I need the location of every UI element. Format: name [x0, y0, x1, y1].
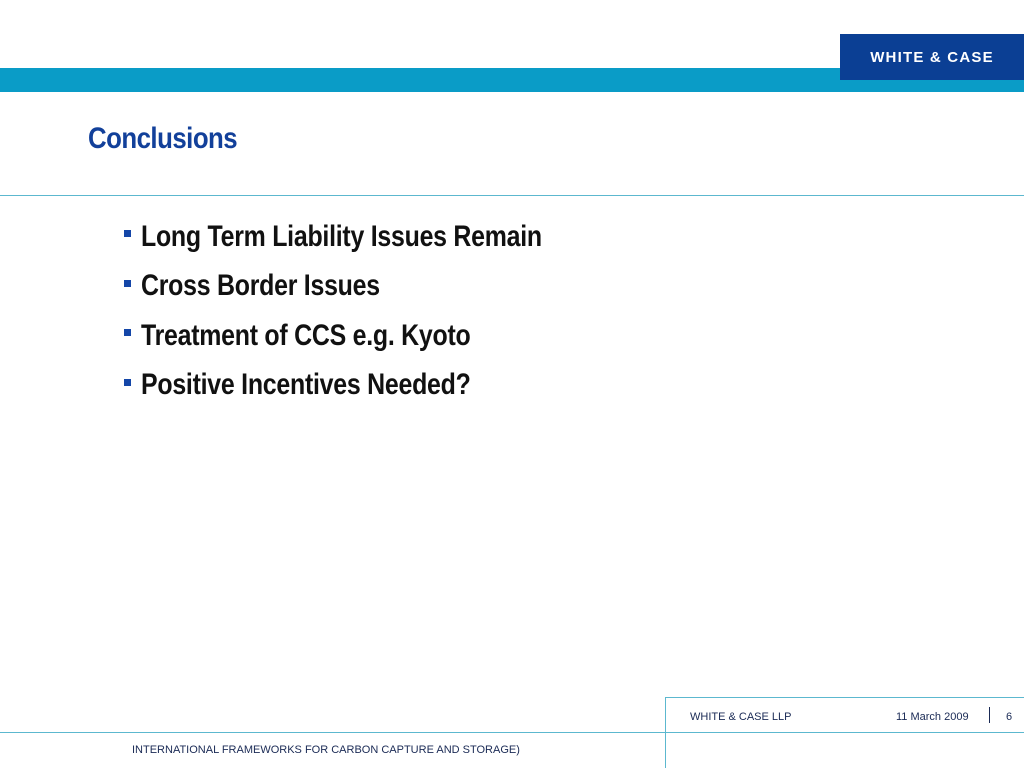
- bullet-text: Treatment of CCS e.g. Kyoto: [141, 318, 471, 352]
- firm-logo-text: WHITE & CASE: [870, 48, 994, 66]
- footer-divider: [0, 732, 666, 733]
- footer-document-title: INTERNATIONAL FRAMEWORKS FOR CARBON CAPTURE AND STORAGE): [132, 744, 520, 756]
- bullet-list: [124, 212, 624, 410]
- title-divider: [0, 195, 1024, 196]
- square-bullet-icon: [124, 329, 131, 336]
- bullet-text: Positive Incentives Needed?: [141, 368, 471, 402]
- bullet-item: [124, 361, 624, 411]
- bullet-item: [124, 262, 624, 312]
- footer-firm-name: WHITE & CASE LLP: [690, 711, 792, 723]
- footer-date: 11 March 2009: [896, 711, 969, 723]
- bullet-text: Cross Border Issues: [141, 269, 380, 303]
- slide-title: Conclusions: [88, 122, 238, 155]
- square-bullet-icon: [124, 379, 131, 386]
- footer-separator: [989, 707, 990, 723]
- square-bullet-icon: [124, 280, 131, 287]
- bullet-item: [124, 311, 624, 361]
- bullet-item: [124, 212, 624, 262]
- firm-logo: [840, 34, 1024, 80]
- page-number: 6: [1006, 711, 1013, 723]
- square-bullet-icon: [124, 230, 131, 237]
- bullet-text: Long Term Liability Issues Remain: [141, 219, 542, 253]
- footer-divider: [666, 732, 1024, 733]
